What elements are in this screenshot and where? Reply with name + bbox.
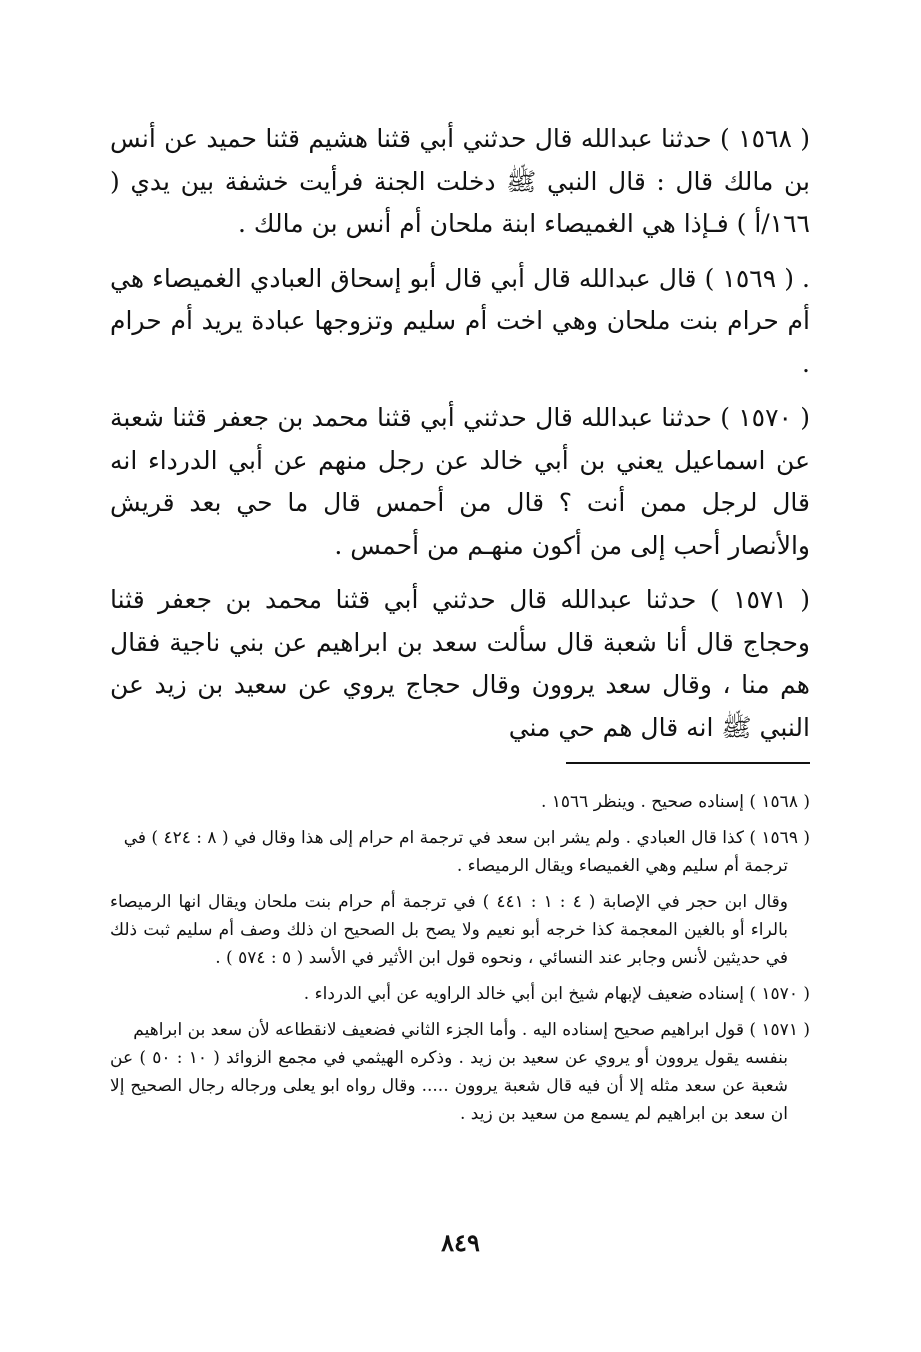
footnote-1571 [110,1016,810,1128]
footnote-text: ( ١٥٧١ ) قول ابراهيم صحيح إسناده اليه . وأما الجزء الثاني فضعيف لانقطاعه لأن سعد بن ابراهيم [133,1020,810,1040]
footnote-text: ( ١٥٦٨ ) إسناده صحيح . وينظر ١٥٦٦ . [540,792,810,812]
footnote-1569 [110,824,810,880]
page-number: ٨٤٩ [441,1228,480,1257]
footnote-divider [566,762,810,764]
footnote-continuation: بنفسه يقول يروون أو يروي عن سعيد بن زيد . وذكره الهيثمي في مجمع الزوائد ( ١٠ : ٥٠ ) عن شعبة عن سعد مثله إلا أن فيه قال شعبة يروون ..... وقال رواه ابو يعلى ورجاله رجال الصحيح إلا ان سعد بن ابراهيم لم يسمع من سعيد بن زيد . [110,1048,788,1124]
footnote-1570 [110,980,810,1008]
footnote-text: ( ١٥٧٠ ) إسناده ضعيف لإبهام شيخ ابن أبي خالد الراويه عن أبي الدرداء . [303,984,810,1004]
footnote-1569-ibn-hajar [110,888,810,972]
footnotes [110,788,810,1136]
footnote-text: وقال ابن حجر في الإصابة ( ٤ : ١ : ٤٤١ ) في ترجمة أم حرام بنت ملحان ويقال انها الرميصاء بالراء أو بالغين المعجمة كذا خرجه أبو نعيم ولا يصح بل الصحيح ان ذلك وصف أم سليم ثبت ذلك في حديثين لأنس وجابر عند النسائي ، ونحوه قول ابن الأثير في الأسد ( ٥ : ٥٧٤ ) . [110,892,788,968]
main-text [110,118,810,761]
hadith-1568: ( ١٥٦٨ ) حدثنا عبدالله قال حدثني أبي قثنا هشيم قثنا حميد عن أنس بن مالك قال : قال النبي ﷺ دخلت الجنة فرأيت خشفة بين يدي ( ١٦٦/أ ) فـإذا هي الغميصاء ابنة ملحان أم أنس بن مالك . [110,124,810,238]
footnote-text: ( ١٥٦٩ ) كذا قال العبادي . ولم يشر ابن سعد في ترجمة ام حرام إلى هذا وقال في ( ٨ : ٤٢٤ ) في [123,828,810,848]
hadith-1571: ( ١٥٧١ ) حدثنا عبدالله قال حدثني أبي قثنا محمد بن جعفر قثنا وحجاج قال أنا شعبة قال سألت سعد بن ابراهيم عن بني ناجية فقال هم منا ، وقال سعد يروون وقال حجاج يروي عن سعيد بن زيد عن النبي ﷺ انه قال هم حي مني [110,585,810,742]
hadith-1570: ( ١٥٧٠ ) حدثنا عبدالله قال حدثني أبي قثنا محمد بن جعفر قثنا شعبة عن اسماعيل يعني بن أبي خالد عن رجل منهم عن أبي الدرداء انه قال لرجل ممن أنت ؟ قال من أحمس قال ما حي بعد قريش والأنصار أحب إلى من أكون منهـم من أحمس . [110,403,810,560]
footnote-continuation: ترجمة أم سليم وهي الغميصاء ويقال الرميصاء . [456,856,788,876]
footnote-1568 [110,788,810,816]
hadith-1569: . ( ١٥٦٩ ) قال عبدالله قال أبي قال أبو إسحاق العبادي الغميصاء هي أم حرام بنت ملحان وهي اخت أم سليم وتزوجها عبادة يريد أم حرام . [110,263,810,378]
